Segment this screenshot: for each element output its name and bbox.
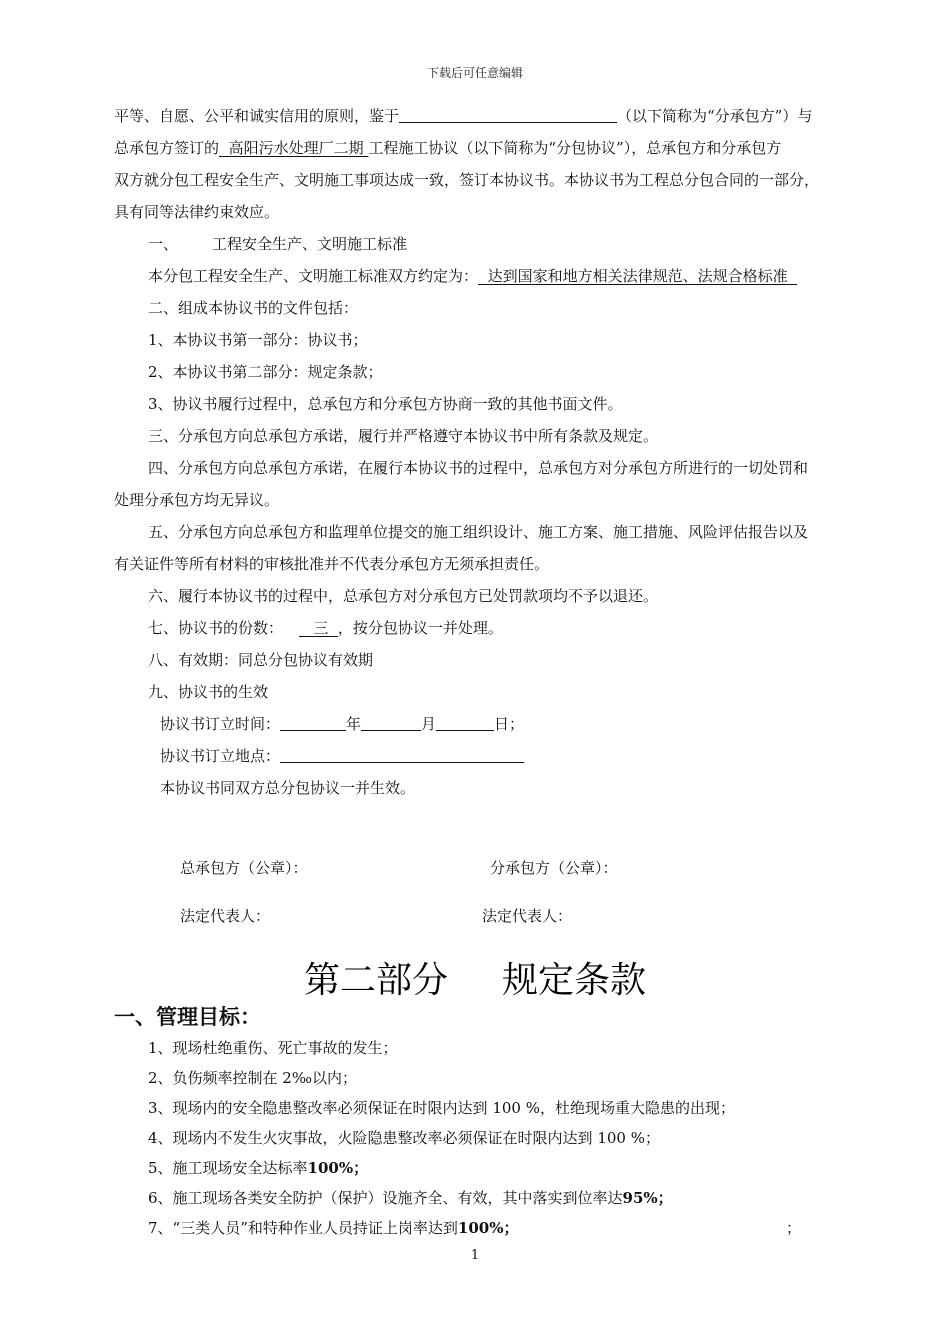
subcontractor-blank <box>399 107 617 123</box>
day-blank <box>436 715 494 731</box>
part-2-title: 第二部分 规定条款 <box>303 960 647 1001</box>
intro-line-1: 平等、自愿、公平和诚实信用的原则，鉴于 （以下简称为“分承包方”）与 <box>114 107 813 125</box>
section-8: 八、有效期：同总分包协议有效期 <box>148 651 374 669</box>
copies-value: 三 <box>313 619 329 637</box>
goal-4: 4、现场内不发生火灾事故，火险隐患整改率必须保证在时限内达到 100 %； <box>148 1129 660 1147</box>
year-blank <box>280 715 346 731</box>
standard-line: 本分包工程安全生产、文明施工标准双方约定为： 达到国家和地方相关法律规范、法规合格标准 <box>148 266 797 286</box>
management-goals-heading: 一、管理目标： <box>114 1005 261 1029</box>
goal-2: 2、负伤频率控制在 2‰以内； <box>148 1069 357 1087</box>
intro-line-3: 双方就分包工程安全生产、文明施工事项达成一致，签订本协议书。本协议书为工程总分包合同的一部分， <box>114 171 820 189</box>
section-9-heading: 九、协议书的生效 <box>148 683 269 701</box>
standard-value: 达到国家和地方相关法律规范、法规合格标准 <box>487 267 788 285</box>
section-7: 七、协议书的份数： 三 ，按分包协议一并处理。 <box>148 619 503 637</box>
doc-item-1: 1、本协议书第一部分：协议书； <box>148 331 368 349</box>
section-2-heading: 二、组成本协议书的文件包括： <box>148 299 359 317</box>
goal-3: 3、现场内的安全隐患整改率必须保证在时限内达到 100 %，杜绝现场重大隐患的出现； <box>148 1099 735 1117</box>
sign-time-line: 协议书订立时间： 年 月 日； <box>160 715 525 733</box>
doc-item-3: 3、协议书履行过程中，总承包方和分承包方协商一致的其他书面文件。 <box>148 395 623 413</box>
section-1-heading: 一、 工程安全生产、文明施工标准 <box>148 235 408 253</box>
section-5-line-1: 五、分承包方向总承包方和监理单位提交的施工组织设计、施工方案、施工措施、风险评估报告以及 <box>148 523 809 541</box>
general-contractor-seal: 总承包方（公章）： <box>180 859 308 877</box>
effect-line: 本协议书同双方总分包协议一并生效。 <box>160 779 416 797</box>
intro-line-2: 总承包方签订的 高阳污水处理厂二期 工程施工协议（以下简称为“分包协议”），总承包方和分承包方 <box>114 139 782 157</box>
goal-1: 1、现场杜绝重伤、死亡事故的发生； <box>148 1039 398 1057</box>
place-blank <box>280 747 524 763</box>
subcontractor-seal: 分承包方（公章）： <box>490 859 618 877</box>
goal-6: 6、施工现场各类安全防护（保护）设施齐全、有效，其中落实到位率达95%； <box>148 1189 673 1207</box>
section-4-line-1: 四、分承包方向总承包方承诺，在履行本协议书的过程中，总承包方对分承包方所进行的一切处罚和 <box>148 459 809 477</box>
page-number: 1 <box>470 1248 480 1263</box>
month-blank <box>361 715 421 731</box>
section-4-line-2: 处理分承包方均无异议。 <box>114 491 280 509</box>
section-5-line-2: 有关证件等所有材料的审核批准并不代表分承包方无须承担责任。 <box>114 555 550 573</box>
goal-5: 5、施工现场安全达标率100%； <box>148 1159 369 1177</box>
project-name: 高阳污水处理厂二期 <box>228 139 364 157</box>
intro-line-4: 具有同等法律约束效应。 <box>114 203 280 221</box>
goal-7: 7、“三类人员”和特种作业人员持证上岗率达到100%； <box>148 1219 519 1237</box>
section-3: 三、分承包方向总承包方承诺，履行并严格遵守本协议书中所有条款及规定。 <box>148 427 659 445</box>
sign-place-line: 协议书订立地点： <box>160 746 524 766</box>
goal-7-tail: ； <box>786 1219 802 1237</box>
page-header: 下载后可任意编辑 <box>426 66 523 80</box>
section-6: 六、履行本协议书的过程中，总承包方对分承包方已处罚款项均不予以退还。 <box>148 587 659 605</box>
doc-item-2: 2、本协议书第二部分：规定条款； <box>148 363 383 381</box>
legal-rep-right: 法定代表人： <box>482 907 573 925</box>
legal-rep-left: 法定代表人： <box>180 907 271 925</box>
